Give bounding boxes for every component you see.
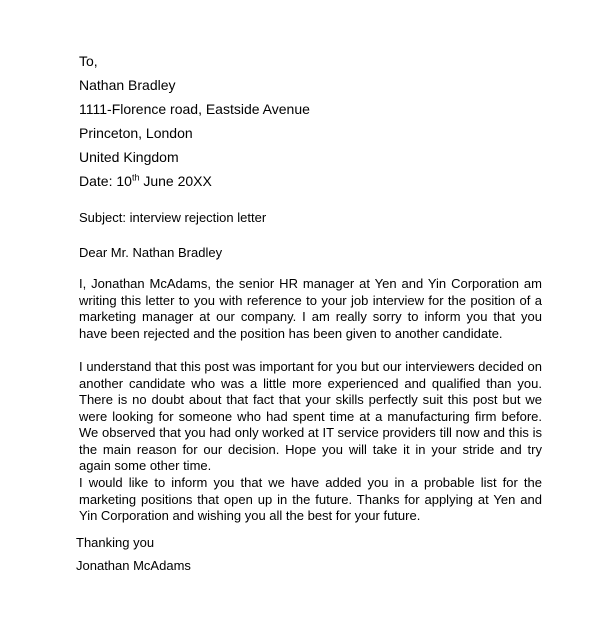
paragraph-text: I, Jonathan McAdams, the senior HR manager at Yen and Yin Corporation am writing this letter to you with reference to your job interview for the position of a marketing manager at our company. I am really sorry to inform you that you have been rejected and the position has been given to another candidate. xyxy=(79,276,542,341)
date-rest: June 20XX xyxy=(139,173,212,189)
date-ordinal-suffix: th xyxy=(131,172,140,183)
body-paragraph-1 xyxy=(79,276,542,342)
signature-name: Jonathan McAdams xyxy=(76,558,191,573)
subject-line: Subject: interview rejection letter xyxy=(79,210,267,225)
paragraph-text: I would like to inform you that we have added you in a probable list for the marketing positions that open up in the future. Thanks for applying at Yen and Yin Corporation and wishing you all the best for your future. xyxy=(79,475,542,523)
date-line xyxy=(79,173,212,189)
closing-line: Thanking you xyxy=(76,535,155,550)
body-paragraph-2 xyxy=(79,359,542,475)
address-line-3: United Kingdom xyxy=(79,149,179,165)
to-line: To, xyxy=(79,53,98,69)
recipient-name: Nathan Bradley xyxy=(79,77,176,93)
body-paragraph-3 xyxy=(79,475,542,525)
address-line-1: 1111-Florence road, Eastside Avenue xyxy=(79,101,310,117)
paragraph-text: I understand that this post was important for you but our interviewers decided on another candidate who was a little more experienced and qualified than you. There is no doubt about that fact that your skills perfectly suit this post but we were looking for someone who had spent time at a manufacturing firm before. We observed that you had only worked at IT service providers till now and this is the main reason for our decision. Hope you will take it in your stride and try again some other time. xyxy=(79,359,542,473)
date-prefix: Date: 10 xyxy=(79,173,132,189)
address-line-2: Princeton, London xyxy=(79,125,193,141)
salutation: Dear Mr. Nathan Bradley xyxy=(79,245,223,260)
